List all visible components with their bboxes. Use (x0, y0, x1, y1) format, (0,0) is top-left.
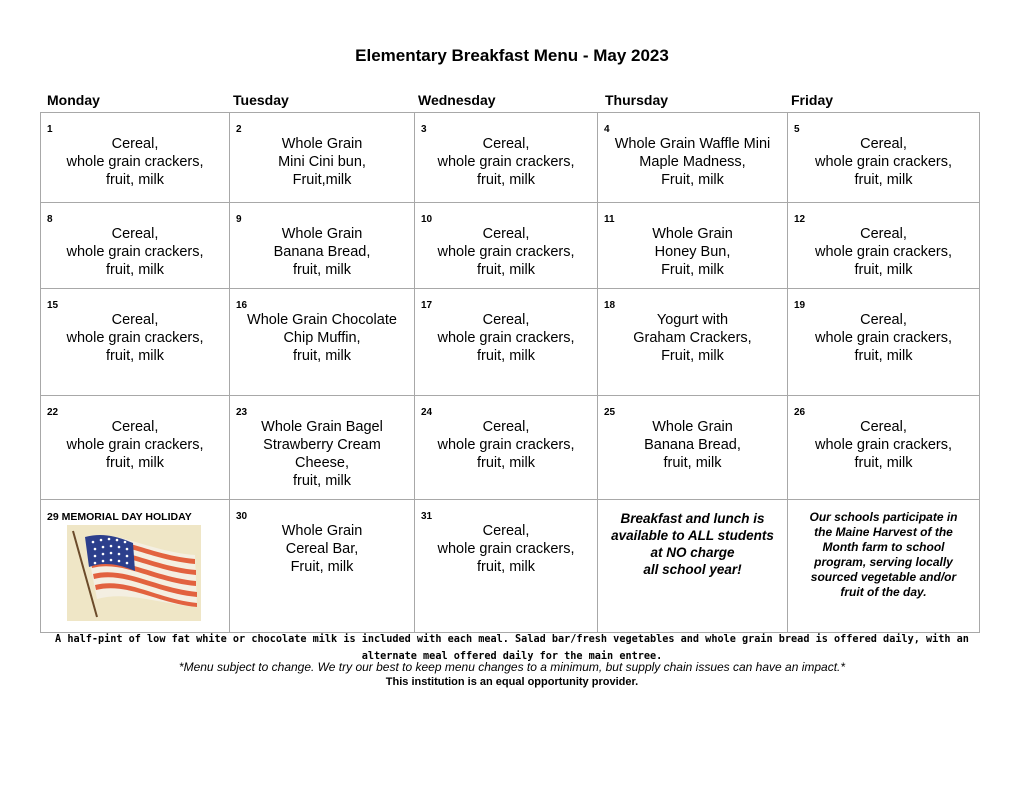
meal-line: fruit, milk (854, 348, 913, 364)
meal-line: whole grain crackers, (66, 154, 204, 170)
calendar-week-row (41, 500, 980, 633)
meal-description (598, 311, 787, 365)
meal-line: Whole Grain (652, 226, 733, 242)
meal-line: Strawberry Cream (263, 437, 381, 453)
meal-line: Cereal, (482, 419, 530, 435)
note-line: the Maine Harvest of the (814, 525, 953, 539)
menu-change-note: *Menu subject to change. We try our best to keep menu changes to a minimum, but supply chain issues can have an impact.* (178, 660, 846, 674)
meal-line: fruit, milk (663, 455, 722, 471)
day-number: 8 (47, 214, 53, 225)
calendar-day-cell (788, 289, 980, 396)
weekday-wednesday: Wednesday (418, 92, 496, 108)
note-line: available to ALL students (611, 528, 774, 543)
equal-opportunity-note: This institution is an equal opportunity provider. (385, 676, 639, 688)
note-line: Breakfast and lunch is (620, 511, 765, 526)
calendar-day-cell (788, 203, 980, 289)
day-number: 17 (421, 300, 433, 311)
meal-line: fruit, milk (854, 172, 913, 188)
meal-line: whole grain crackers, (437, 330, 575, 346)
calendar-week-row (41, 289, 980, 396)
meal-line: Cereal, (111, 136, 159, 152)
meal-description (415, 418, 597, 472)
calendar-day-cell (41, 113, 230, 203)
page-title: Elementary Breakfast Menu - May 2023 (355, 46, 669, 65)
milk-note: A half-pint of low fat white or chocolate milk is included with each meal. Salad bar/fresh vegetables and whole grain bread is offered daily, with an alternate meal offered daily for the main entree. (55, 634, 969, 662)
meal-description (41, 311, 229, 365)
day-number: 16 (236, 300, 248, 311)
day-number: 1 (47, 124, 53, 135)
meal-line: Cereal, (860, 312, 907, 328)
meal-line: fruit, milk (854, 455, 913, 471)
day-number: 31 (421, 511, 433, 522)
meal-line: Cereal, (111, 312, 159, 328)
meal-line: whole grain crackers, (66, 244, 204, 260)
meal-line: whole grain crackers, (815, 437, 952, 453)
meal-description (415, 225, 597, 279)
meal-line: fruit, milk (477, 172, 535, 188)
day-number: 9 (236, 214, 242, 225)
meal-line: fruit, milk (106, 262, 164, 278)
meal-line: Cereal, (482, 523, 530, 539)
calendar-day-cell (598, 203, 788, 289)
day-number: 23 (236, 407, 248, 418)
weekday-monday: Monday (47, 92, 100, 108)
meal-line: fruit, milk (106, 455, 164, 471)
meal-line: Whole Grain Waffle Mini (614, 136, 771, 152)
meal-line: Cheese, (294, 455, 349, 471)
calendar-day-cell (598, 396, 788, 500)
meal-line: whole grain crackers, (437, 437, 575, 453)
calendar-day-cell (788, 396, 980, 500)
meal-line: fruit, milk (477, 348, 535, 364)
calendar-day-cell (788, 113, 980, 203)
meal-description (415, 311, 597, 365)
meal-line: Mini Cini bun, (278, 154, 366, 170)
day-number: 10 (421, 214, 433, 225)
meal-description (230, 522, 414, 576)
day-number: 24 (421, 407, 433, 418)
meal-line: Cereal, (482, 312, 530, 328)
meal-line: Whole Grain (281, 226, 363, 242)
meal-description (41, 225, 229, 279)
meal-line: whole grain crackers, (437, 154, 575, 170)
day-number: 25 (604, 407, 616, 418)
calendar-day-cell (41, 396, 230, 500)
meal-line: fruit, milk (293, 473, 351, 489)
meal-line: Cereal, (111, 419, 159, 435)
meal-description (230, 311, 414, 365)
meal-description (230, 135, 414, 189)
meal-line: whole grain crackers, (437, 541, 575, 557)
day-number: 22 (47, 407, 59, 418)
meal-line: Fruit,milk (292, 172, 352, 188)
meal-line: fruit, milk (293, 262, 351, 278)
day-number: 15 (47, 300, 59, 311)
meal-line: Fruit, milk (661, 172, 724, 188)
day-number: 26 (794, 407, 806, 418)
meal-description (415, 135, 597, 189)
calendar-day-cell (230, 396, 415, 500)
calendar-week-row (41, 203, 980, 289)
calendar-day-cell (788, 500, 980, 633)
meal-line: Whole Grain (281, 136, 363, 152)
weekday-header (40, 92, 979, 112)
meal-line: whole grain crackers, (437, 244, 575, 260)
meal-line: Chip Muffin, (283, 330, 361, 346)
meal-description (598, 418, 787, 472)
note-line: Our schools participate in (809, 510, 958, 524)
menu-calendar (40, 112, 980, 633)
calendar-day-cell (415, 289, 598, 396)
meal-description (41, 135, 229, 189)
meal-line: Cereal, (860, 419, 907, 435)
meal-description (598, 225, 787, 279)
note-line: sourced vegetable and/or (810, 570, 957, 584)
meal-line: whole grain crackers, (815, 330, 952, 346)
meal-line: Cereal, (860, 226, 907, 242)
meal-description (788, 225, 979, 279)
day-number: 11 (604, 214, 615, 225)
calendar-day-cell (415, 500, 598, 633)
meal-line: Whole Grain (281, 523, 363, 539)
meal-line: fruit, milk (477, 262, 535, 278)
meal-description (788, 418, 979, 472)
day-number: 4 (604, 124, 610, 135)
note-line: all school year! (643, 562, 742, 577)
meal-line: whole grain crackers, (66, 330, 204, 346)
meal-line: fruit, milk (854, 262, 913, 278)
day-number: 18 (604, 300, 616, 311)
day-number: 5 (794, 124, 800, 135)
note-line: program, serving locally (814, 555, 953, 569)
calendar-day-cell (415, 396, 598, 500)
meal-line: Cereal, (111, 226, 159, 242)
meal-line: Graham Crackers, (633, 330, 752, 346)
meal-line: Yogurt with (656, 312, 729, 328)
meal-line: fruit, milk (106, 172, 164, 188)
note-line: at NO charge (650, 545, 735, 560)
weekday-friday: Friday (791, 92, 834, 108)
meal-description (788, 135, 979, 189)
meal-description (230, 418, 414, 490)
calendar-day-cell (230, 113, 415, 203)
day-number: 3 (421, 124, 427, 135)
meal-line: whole grain crackers, (66, 437, 204, 453)
meal-description (41, 418, 229, 472)
calendar-week-row (41, 396, 980, 500)
free-meals-note (602, 510, 783, 578)
meal-line: whole grain crackers, (815, 244, 952, 260)
day-number: 30 (236, 511, 248, 522)
calendar-day-cell (41, 500, 230, 633)
calendar-day-cell (415, 203, 598, 289)
meal-line: Cereal, (482, 136, 530, 152)
weekday-tuesday: Tuesday (233, 92, 289, 108)
calendar-day-cell (598, 289, 788, 396)
meal-line: fruit, milk (106, 348, 164, 364)
meal-line: Honey Bun, (654, 244, 731, 260)
meal-line: Maple Madness, (639, 154, 746, 170)
meal-line: whole grain crackers, (815, 154, 952, 170)
meal-line: Cereal Bar, (285, 541, 359, 557)
meal-line: Whole Grain (652, 419, 733, 435)
meal-description (788, 311, 979, 365)
meal-line: Whole Grain Bagel (261, 419, 383, 435)
meal-line: Fruit, milk (661, 262, 724, 278)
day-number: 19 (794, 300, 806, 311)
calendar-day-cell (41, 289, 230, 396)
meal-description (230, 225, 414, 279)
note-line: fruit of the day. (840, 585, 927, 599)
holiday-label: 29 MEMORIAL DAY HOLIDAY (47, 511, 192, 523)
weekday-thursday: Thursday (605, 92, 669, 108)
calendar-day-cell (230, 203, 415, 289)
meal-line: fruit, milk (477, 455, 535, 471)
meal-line: Banana Bread, (273, 244, 371, 260)
calendar-day-cell (598, 113, 788, 203)
farm-to-school-note (792, 510, 975, 600)
day-number: 12 (794, 214, 806, 225)
meal-line: Banana Bread, (644, 437, 741, 453)
calendar-day-cell (230, 500, 415, 633)
day-number: 2 (236, 124, 242, 135)
american-flag-icon (67, 525, 201, 621)
meal-description (598, 135, 787, 189)
meal-line: fruit, milk (477, 559, 535, 575)
calendar-week-row (41, 113, 980, 203)
calendar-day-cell (41, 203, 230, 289)
calendar-day-cell (230, 289, 415, 396)
meal-description (415, 522, 597, 576)
meal-line: Cereal, (482, 226, 530, 242)
meal-line: fruit, milk (293, 348, 351, 364)
calendar-day-cell (415, 113, 598, 203)
meal-line: Fruit, milk (661, 348, 724, 364)
calendar-day-cell (598, 500, 788, 633)
meal-line: Cereal, (860, 136, 907, 152)
note-line: Month farm to school (822, 540, 945, 554)
meal-line: Fruit, milk (290, 559, 354, 575)
meal-line: Whole Grain Chocolate (247, 312, 397, 328)
